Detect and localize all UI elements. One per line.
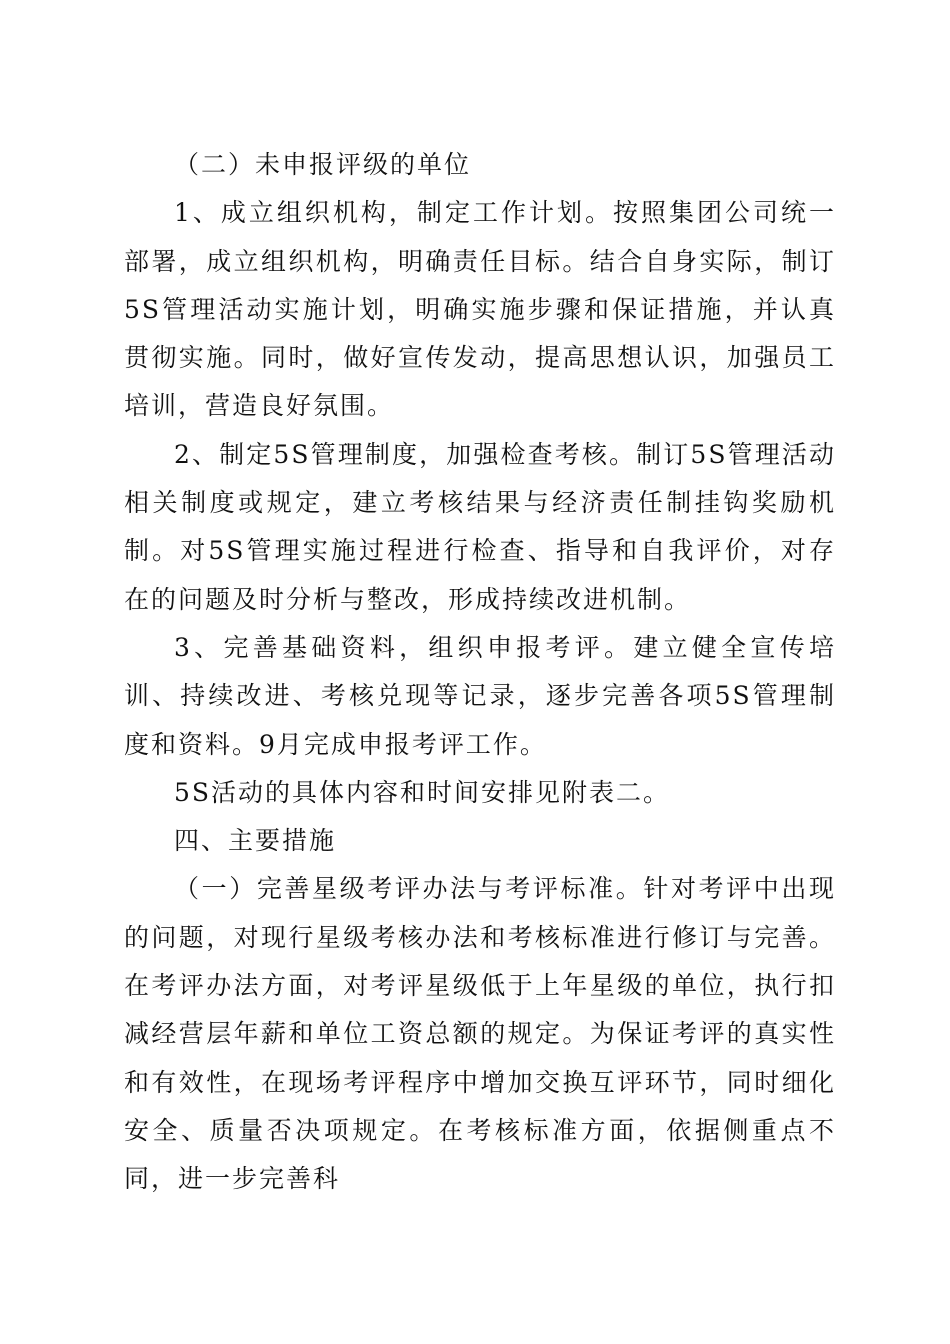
paragraph-item-1: 1、成立组织机构，制定工作计划。按照集团公司统一部署，成立组织机构，明确责任目标。结合自身实际，制订5S管理活动实施计划，明确实施步骤和保证措施，并认真贯彻实施。同时，做好宣传发动，提高思想认识，加强员工培训，营造良好氛围。 bbox=[124, 198, 836, 421]
section-heading-unrated-units: （二）未申报评级的单位 bbox=[174, 150, 472, 179]
document-body bbox=[124, 141, 836, 1204]
paragraph-measure-1: （一）完善星级考评办法与考评标准。针对考评中出现的问题，对现行星级考核办法和考核标准进行修订与完善。在考评办法方面，对考评星级低于上年星级的单位，执行扣减经营层年薪和单位工资总额的规定。为保证考评的真实性和有效性，在现场考评程序中增加交换互评环节，同时细化安全、质量否决项规定。在考核标准方面，依据侧重点不同，进一步完善科 bbox=[124, 874, 836, 1194]
section-heading-main-measures: 四、主要措施 bbox=[174, 826, 337, 856]
paragraph-item-3: 3、完善基础资料，组织申报考评。建立健全宣传培训、持续改进、考核兑现等记录，逐步完善各项5S管理制度和资料。9月完成申报考评工作。 bbox=[124, 632, 836, 759]
paragraph-item-2: 2、制定5S管理制度，加强检查考核。制订5S管理活动相关制度或规定，建立考核结果与经济责任制挂钩奖励机制。对5S管理实施过程进行检查、指导和自我评价，对存在的问题及时分析与整改，形成持续改进机制。 bbox=[124, 439, 836, 614]
paragraph-schedule-note: 5S活动的具体内容和时间安排见附表二。 bbox=[174, 777, 671, 807]
